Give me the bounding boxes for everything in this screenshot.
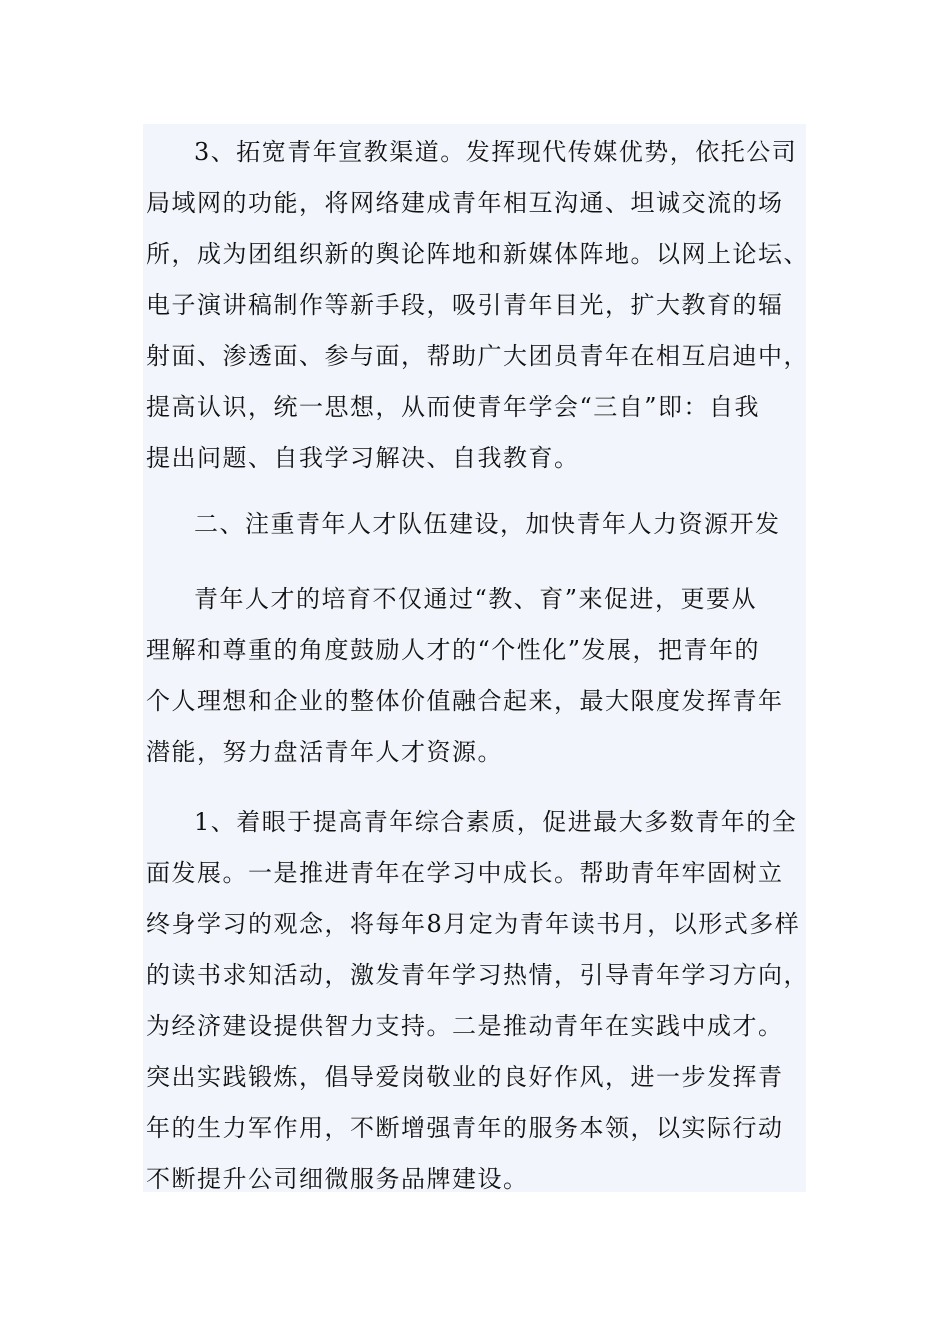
- text-line: 3、拓宽青年宣教渠道。发挥现代传媒优势，依托公司: [194, 138, 798, 166]
- text-line: 不断提升公司细微服务品牌建设。: [146, 1165, 529, 1193]
- text-line: 理解和尊重的角度鼓励人才的“个性化”发展，把青年的: [146, 636, 761, 664]
- text-line: 的读书求知活动，激发青年学习热情，引导青年学习方向，: [146, 961, 809, 989]
- text-line: 突出实践锻炼，倡导爱岗敬业的良好作风，进一步发挥青: [146, 1063, 784, 1091]
- text-line: 年的生力军作用，不断增强青年的服务本领，以实际行动: [146, 1114, 784, 1142]
- paragraph-broaden-channels: [146, 127, 809, 484]
- text-line: 个人理想和企业的整体价值融合起来，最大限度发挥青年: [146, 687, 784, 715]
- text-line: 终身学习的观念，将每年8月定为青年读书月，以形式多样: [146, 910, 801, 938]
- text-line: 1、着眼于提高青年综合素质，促进最大多数青年的全: [194, 808, 798, 836]
- text-line: 面发展。一是推进青年在学习中成长。帮助青年牢固树立: [146, 859, 784, 887]
- text-line: 射面、渗透面、参与面，帮助广大团员青年在相互启迪中，: [146, 342, 809, 370]
- text-line: 提出问题、自我学习解决、自我教育。: [146, 444, 580, 472]
- text-line: 电子演讲稿制作等新手段，吸引青年目光，扩大教育的辐: [146, 291, 784, 319]
- text-line: 局域网的功能，将网络建成青年相互沟通、坦诚交流的场: [146, 189, 784, 217]
- text-line: 提高认识，统一思想，从而使青年学会“三自”即：自我: [146, 393, 761, 421]
- paragraph-comprehensive-quality: [146, 797, 809, 1205]
- text-line: 所，成为团组织新的舆论阵地和新媒体阵地。以网上论坛、: [146, 240, 809, 268]
- section-heading: [146, 499, 806, 550]
- text-line: 潜能，努力盘活青年人才资源。: [146, 738, 503, 766]
- text-line: 为经济建设提供智力支持。二是推动青年在实践中成才。: [146, 1012, 784, 1040]
- heading-text: 二、注重青年人才队伍建设，加快青年人力资源开发: [194, 510, 781, 538]
- text-line: 青年人才的培育不仅通过“教、育”来促进，更要从: [194, 585, 758, 613]
- paragraph-talent-cultivation: [146, 574, 806, 778]
